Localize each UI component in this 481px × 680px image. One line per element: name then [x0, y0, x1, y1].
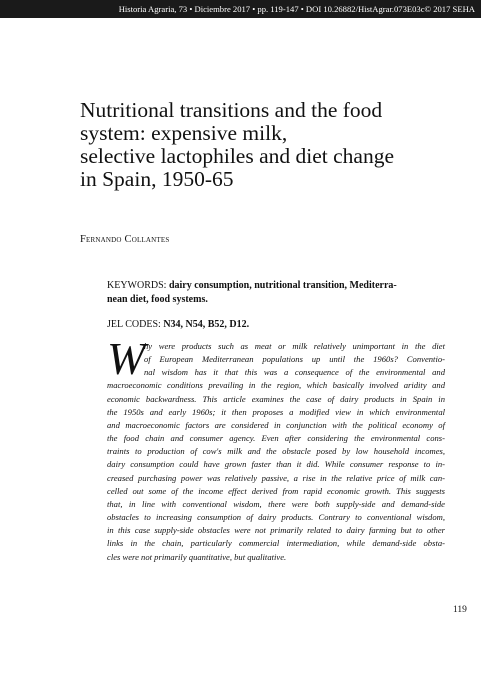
title-line: system: expensive milk, [80, 121, 288, 145]
drop-cap: W [107, 333, 146, 384]
title-line: in Spain, 1950-65 [80, 167, 234, 191]
abstract-line: and macroeconomic factors are considered in conjunction with the political economy of [107, 419, 445, 430]
abstract-line: obstacles to increasing consumption of dairy products. Contrary to conventional wisdom, [107, 512, 445, 523]
abstract-line: the 1950s and early 1960s; it then proposes a modified view in which environmental [107, 406, 445, 417]
abstract-text [107, 340, 445, 564]
keywords-block [107, 279, 445, 307]
title-line: selective lactophiles and diet change [80, 144, 395, 168]
running-head: Historia Agraria, 73 • Diciembre 2017 • pp. 119-147 • DOI 10.26882/HistAgrar.073E03c© 2017 SEHA [0, 0, 481, 18]
abstract-line: in this case supply-side obstacles were not primarily related to dairy farming but to other [107, 525, 445, 536]
abstract-line: dairy consumption could have grown faster than it did. While consumer response to in- [107, 459, 445, 470]
abstract-line: the food chain and consumer agency. Even after considering the environmental cons- [107, 433, 445, 444]
page-number: 119 [453, 605, 467, 615]
keywords-label: KEYWORDS: [107, 280, 167, 291]
abstract-line: economic backwardness. This article examines the case of dairy products in Spain in [107, 393, 445, 404]
keywords-values: dairy consumption, nutritional transition, Mediterra- [168, 280, 397, 291]
abstract-line: celled out some of the income effect derived from rapid economic growth. This suggests [107, 485, 445, 496]
keywords-values-cont: nean diet, food systems. [107, 294, 208, 305]
abstract-line: hy were products such as meat or milk relatively unimportant in the diet [144, 341, 445, 351]
abstract-line: nal wisdom has it that this was a consequence of the environmental and [144, 367, 445, 378]
abstract-line: cles were not primarily quantitative, but qualitative. [107, 551, 287, 562]
author-name: Fernando Collantes [80, 234, 170, 245]
title-line: Nutritional transitions and the food [80, 98, 383, 122]
abstract-line: creased purchasing power was relatively passive, a rise in the relative price of milk can- [107, 472, 445, 483]
jel-label: JEL CODES: [107, 319, 161, 330]
abstract-line: macroeconomic conditions prevailing in the region, which basically involved aridity and [107, 380, 445, 391]
article-title [80, 99, 470, 191]
jel-codes: N34, N54, B52, D12. [163, 319, 250, 330]
abstract-line: traints to production of cow's milk and the obstacle posed by low household incomes, [107, 446, 445, 457]
abstract-line: of European Mediterranean populations up until the 1960s? Conventio- [144, 354, 445, 365]
abstract-line: that, in line with conventional wisdom, there were both supply-side and demand-side [107, 498, 445, 509]
jel-codes-block [107, 319, 249, 330]
abstract-line: links in the chain, particularly commercial intermediation, while demand-side obsta- [107, 538, 445, 549]
